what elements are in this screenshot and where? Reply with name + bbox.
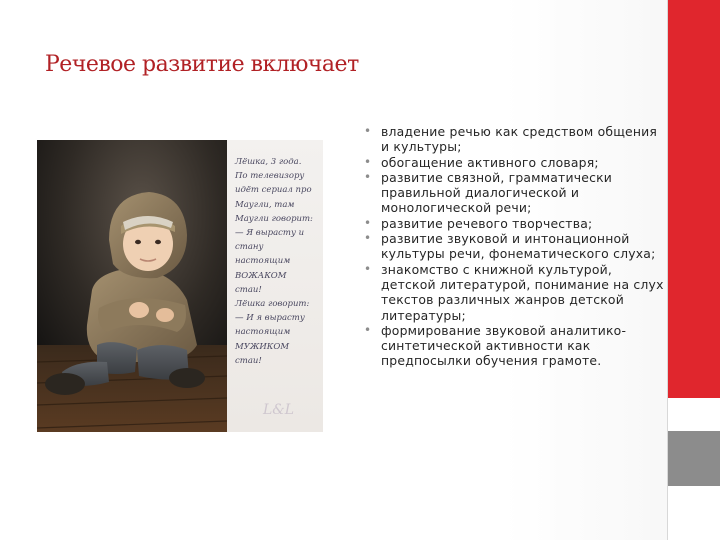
bullet-icon: •	[364, 215, 372, 230]
sidebar-red-block	[667, 0, 720, 398]
list-item-text: развитие речевого творчества;	[381, 215, 593, 231]
poem-text: Лёшка, 3 года. По телевизору идёт сериал про Маугли, там Маугли говорит: — Я вырасту и стану настоящим ВОЖАКОМ стаи! Лёшка говорит: — И я вырасту настоящим МУЖИКОМ стаи!	[235, 157, 313, 366]
bullet-icon: •	[364, 124, 372, 138]
bullet-icon: •	[364, 261, 372, 276]
list-item-text: обогащение активного словаря;	[381, 154, 599, 170]
slide-title: Речевое развитие включает	[45, 52, 359, 77]
list-item	[364, 155, 664, 170]
list-item-text: развитие связной, грамматически правильной диалогической и монологической речи;	[381, 169, 613, 216]
sidebar-white-block	[667, 398, 720, 431]
sidebar-gray-block	[667, 431, 720, 486]
bullet-icon: •	[364, 154, 372, 169]
list-item-text: владение речью как средством общения и культуры;	[381, 124, 658, 155]
bullet-icon: •	[364, 322, 372, 337]
sidebar-white-block-bottom	[667, 486, 720, 540]
poem-signature: L&L	[263, 402, 295, 418]
bullet-icon: •	[364, 169, 372, 184]
list-item	[364, 124, 664, 155]
sidebar-divider	[667, 0, 668, 540]
sidebar-decoration	[667, 0, 720, 540]
bullet-list	[364, 124, 664, 369]
list-item	[364, 323, 664, 369]
poem-panel	[227, 140, 323, 432]
list-item-text: развитие звуковой и интонационной культуры речи, фонематического слуха;	[381, 231, 656, 262]
list-item	[364, 170, 664, 216]
list-item	[364, 216, 664, 231]
list-item-text: знакомство с книжной культурой, детской литературой, понимание на слух текстов различных жанров детской литературы;	[381, 261, 664, 323]
bullet-icon: •	[364, 231, 372, 246]
child-photo	[37, 140, 227, 432]
list-item	[364, 262, 664, 323]
list-item-text: формирование звуковой аналитико-синтетической активности как предпосылки обучения грамоте.	[381, 322, 627, 369]
child-photo-image	[37, 140, 227, 432]
list-item	[364, 231, 664, 262]
